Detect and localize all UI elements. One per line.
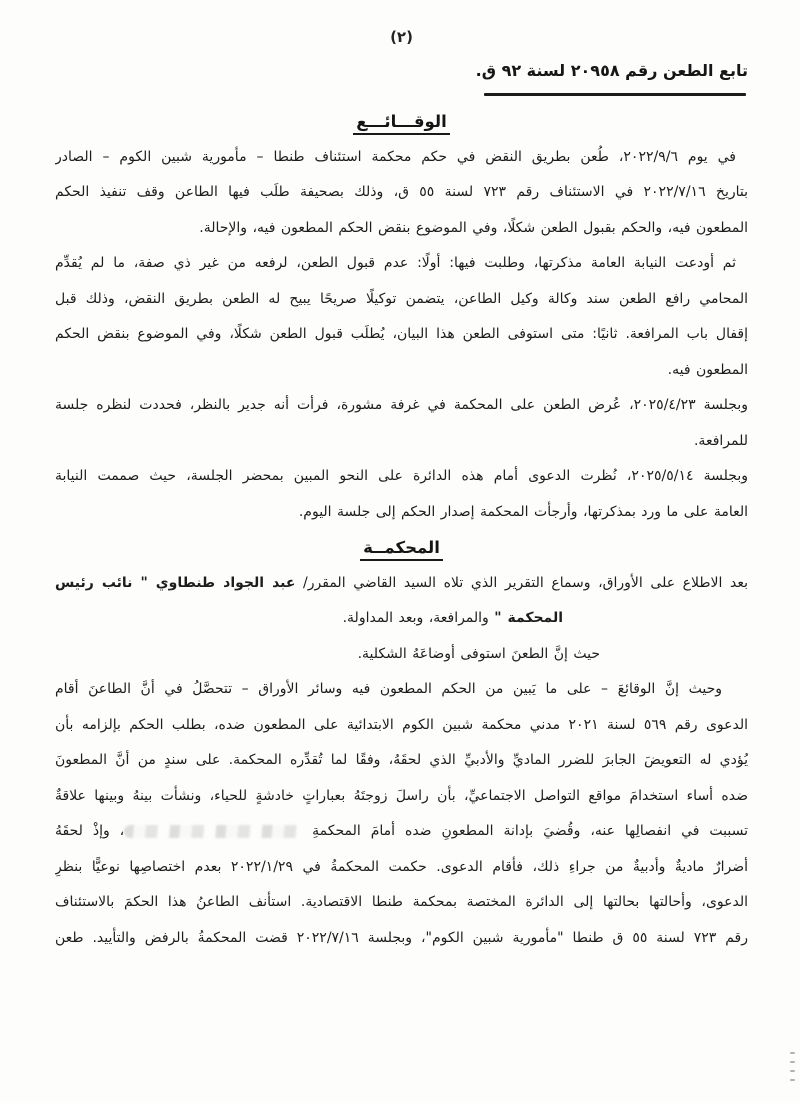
document-header-title: تابع الطعن رقم ٢٠٩٥٨ لسنة ٩٢ ق.: [475, 61, 748, 80]
page-number: (٢): [390, 28, 413, 46]
text-segment: إقفال باب المرافعة. ثانيًا: متى استوفى الطعن هذا البيان، يُطلَب قبول الطعن شكلًا، وفي الموضوع بنقض الحكم: [55, 326, 748, 342]
text-line: [55, 779, 748, 815]
section-heading-text: الوقـــائـــع: [353, 112, 450, 135]
text-segment: العامة على ما ورد بمذكرتها، وأرجأت المحكمة إصدار الحكم إلى جلسة اليوم.: [298, 503, 748, 520]
section-heading-text: المحكمــة: [360, 538, 443, 561]
section-heading: [55, 104, 748, 140]
scan-artifact: [790, 1052, 795, 1081]
text-segment: وبجلسة ٢٠٢٥/٥/١٤، نُظرت الدعوى أمام هذه الدائرة على النحو المبين بمحضر الجلسة، حيث صممت النيابة: [55, 468, 748, 484]
text-segment: أضرارٌ ماديةٌ وأدبيةٌ من جراءِ ذلك، فأقام الدعوى. حكمت المحكمةُ في ٢٠٢٢/١/٢٩ بعدم اختصاصِها نوعيًّا بنظرِ: [55, 858, 748, 875]
text-line: [55, 566, 748, 602]
text-line: [55, 672, 748, 708]
text-segment: للمرافعة.: [693, 432, 748, 449]
text-segment: وحيث إنَّ الوقائعَ – على ما يَبين من الحكم المطعون فيه وسائر الأوراق – تتحصَّلُ في أنَّ الطاعنَ أقام: [55, 681, 722, 697]
text-segment: تسببت في انفصالِها عنه، وقُضيَ بإدانة المطعونِ ضده أمامَ المحكمةِ: [302, 823, 748, 839]
text-line: [55, 317, 748, 353]
text-line: [55, 637, 600, 673]
text-line: [55, 601, 563, 637]
text-line: [55, 708, 748, 744]
text-line: [55, 424, 748, 460]
section-heading: [55, 530, 748, 566]
text-segment: بتاريخ ٢٠٢٢/٧/١٦ في الاستئناف رقم ٧٢٣ لسنة ٥٥ ق، وذلك بصحيفة طلَب فيها الطاعن وقف تنفيذ الحكم: [55, 184, 748, 200]
text-line: [55, 353, 748, 389]
text-segment: المطعون فيه، والحكم بقبول الطعن شكلًا، وفي الموضوع بنقض الحكم المطعون فيه، والإحالة.: [199, 219, 748, 236]
text-line: [55, 140, 748, 176]
text-segment: رقم ٧٢٣ لسنة ٥٥ ق طنطا "مأمورية شبين الكوم"، وبجلسة ٢٠٢٢/٧/١٦ قضت المحكمةُ بالرفض والتأييد. طعن: [55, 929, 748, 946]
text-line: [55, 282, 748, 318]
text-segment: يُؤدي له التعويضَ الجابرَ للضرر الماديِّ والأدبيِّ الذي لحقَهُ، وفقًا لما تُقدِّره المحكمة. على سندٍ من أنَّ المطعونَ: [55, 752, 748, 768]
text-line: [55, 743, 748, 779]
header-divider-rule: [484, 93, 746, 96]
text-line: [55, 885, 748, 921]
text-line: [55, 388, 748, 424]
text-segment: المحكمة ": [494, 610, 563, 626]
text-line: [55, 850, 748, 886]
text-line: [55, 495, 748, 531]
text-segment: حيث إنَّ الطعنَ استوفى أوضاعَهُ الشكلية.: [357, 645, 600, 662]
text-line: [55, 175, 748, 211]
document-body: [55, 104, 748, 956]
text-segment: ثم أودعت النيابة العامة مذكرتها، وطلبت فيها: أولًا: عدم قبول الطعن، لرفعه من غير ذي صفة، ما لم يُقدِّم: [55, 255, 736, 271]
text-segment: وبجلسة ٢٠٢٥/٤/٢٣، عُرض الطعن على المحكمة في غرفة مشورة، فرأت أنه جدير بالنظر، فحددت لنظره جلسة: [55, 397, 748, 413]
text-line: [55, 814, 748, 850]
text-segment: ، وإذْ لحقَهُ: [55, 823, 125, 839]
text-segment: المطعون فيه.: [667, 361, 748, 378]
text-line: [55, 459, 748, 495]
text-segment: ضده أساء استخدامَ مواقع التواصل الاجتماعيِّ، بأن راسلَ زوجتَهُ بعباراتٍ خادشةٍ للحياء، ونشأت بينهُ وبينها علاقةٌ: [55, 787, 748, 804]
text-line: [55, 246, 748, 282]
text-segment: في يوم ٢٠٢٢/٩/٦، طُعن بطريق النقض في حكم محكمة استئناف طنطا – مأمورية شبين الكوم – الصادر: [55, 148, 736, 165]
document-content: [55, 0, 748, 956]
text-segment: الدعوى رقم ٥٦٩ لسنة ٢٠٢١ مدني محكمة شبين الكوم الابتدائية على المطعون ضده، بطلب الحكم بإلزامه بأن: [55, 716, 748, 733]
text-segment: عبد الجواد طنطاوي " نائب رئيس: [55, 574, 296, 591]
redacted-smudge: [124, 825, 302, 838]
text-segment: المحامي رافع الطعن سند وكالة وكيل الطاعن، يتضمن توكيلًا صريحًا يبيح له الطعن بطريق النقض، وذلك قبل: [55, 290, 748, 307]
text-segment: الدعوى، وأحالتها بحالتها إلى الدائرة المختصة بمحكمة طنطا الاقتصادية. استأنف الطاعنُ هذا الحكمَ بالاستئناف: [55, 894, 748, 910]
text-segment: والمرافعة، وبعد المداولة.: [342, 610, 495, 626]
text-line: [55, 211, 748, 247]
text-segment: بعد الاطلاع على الأوراق، وسماع التقرير الذي تلاه السيد القاضي المقرر/: [295, 574, 748, 591]
text-line: [55, 921, 748, 957]
